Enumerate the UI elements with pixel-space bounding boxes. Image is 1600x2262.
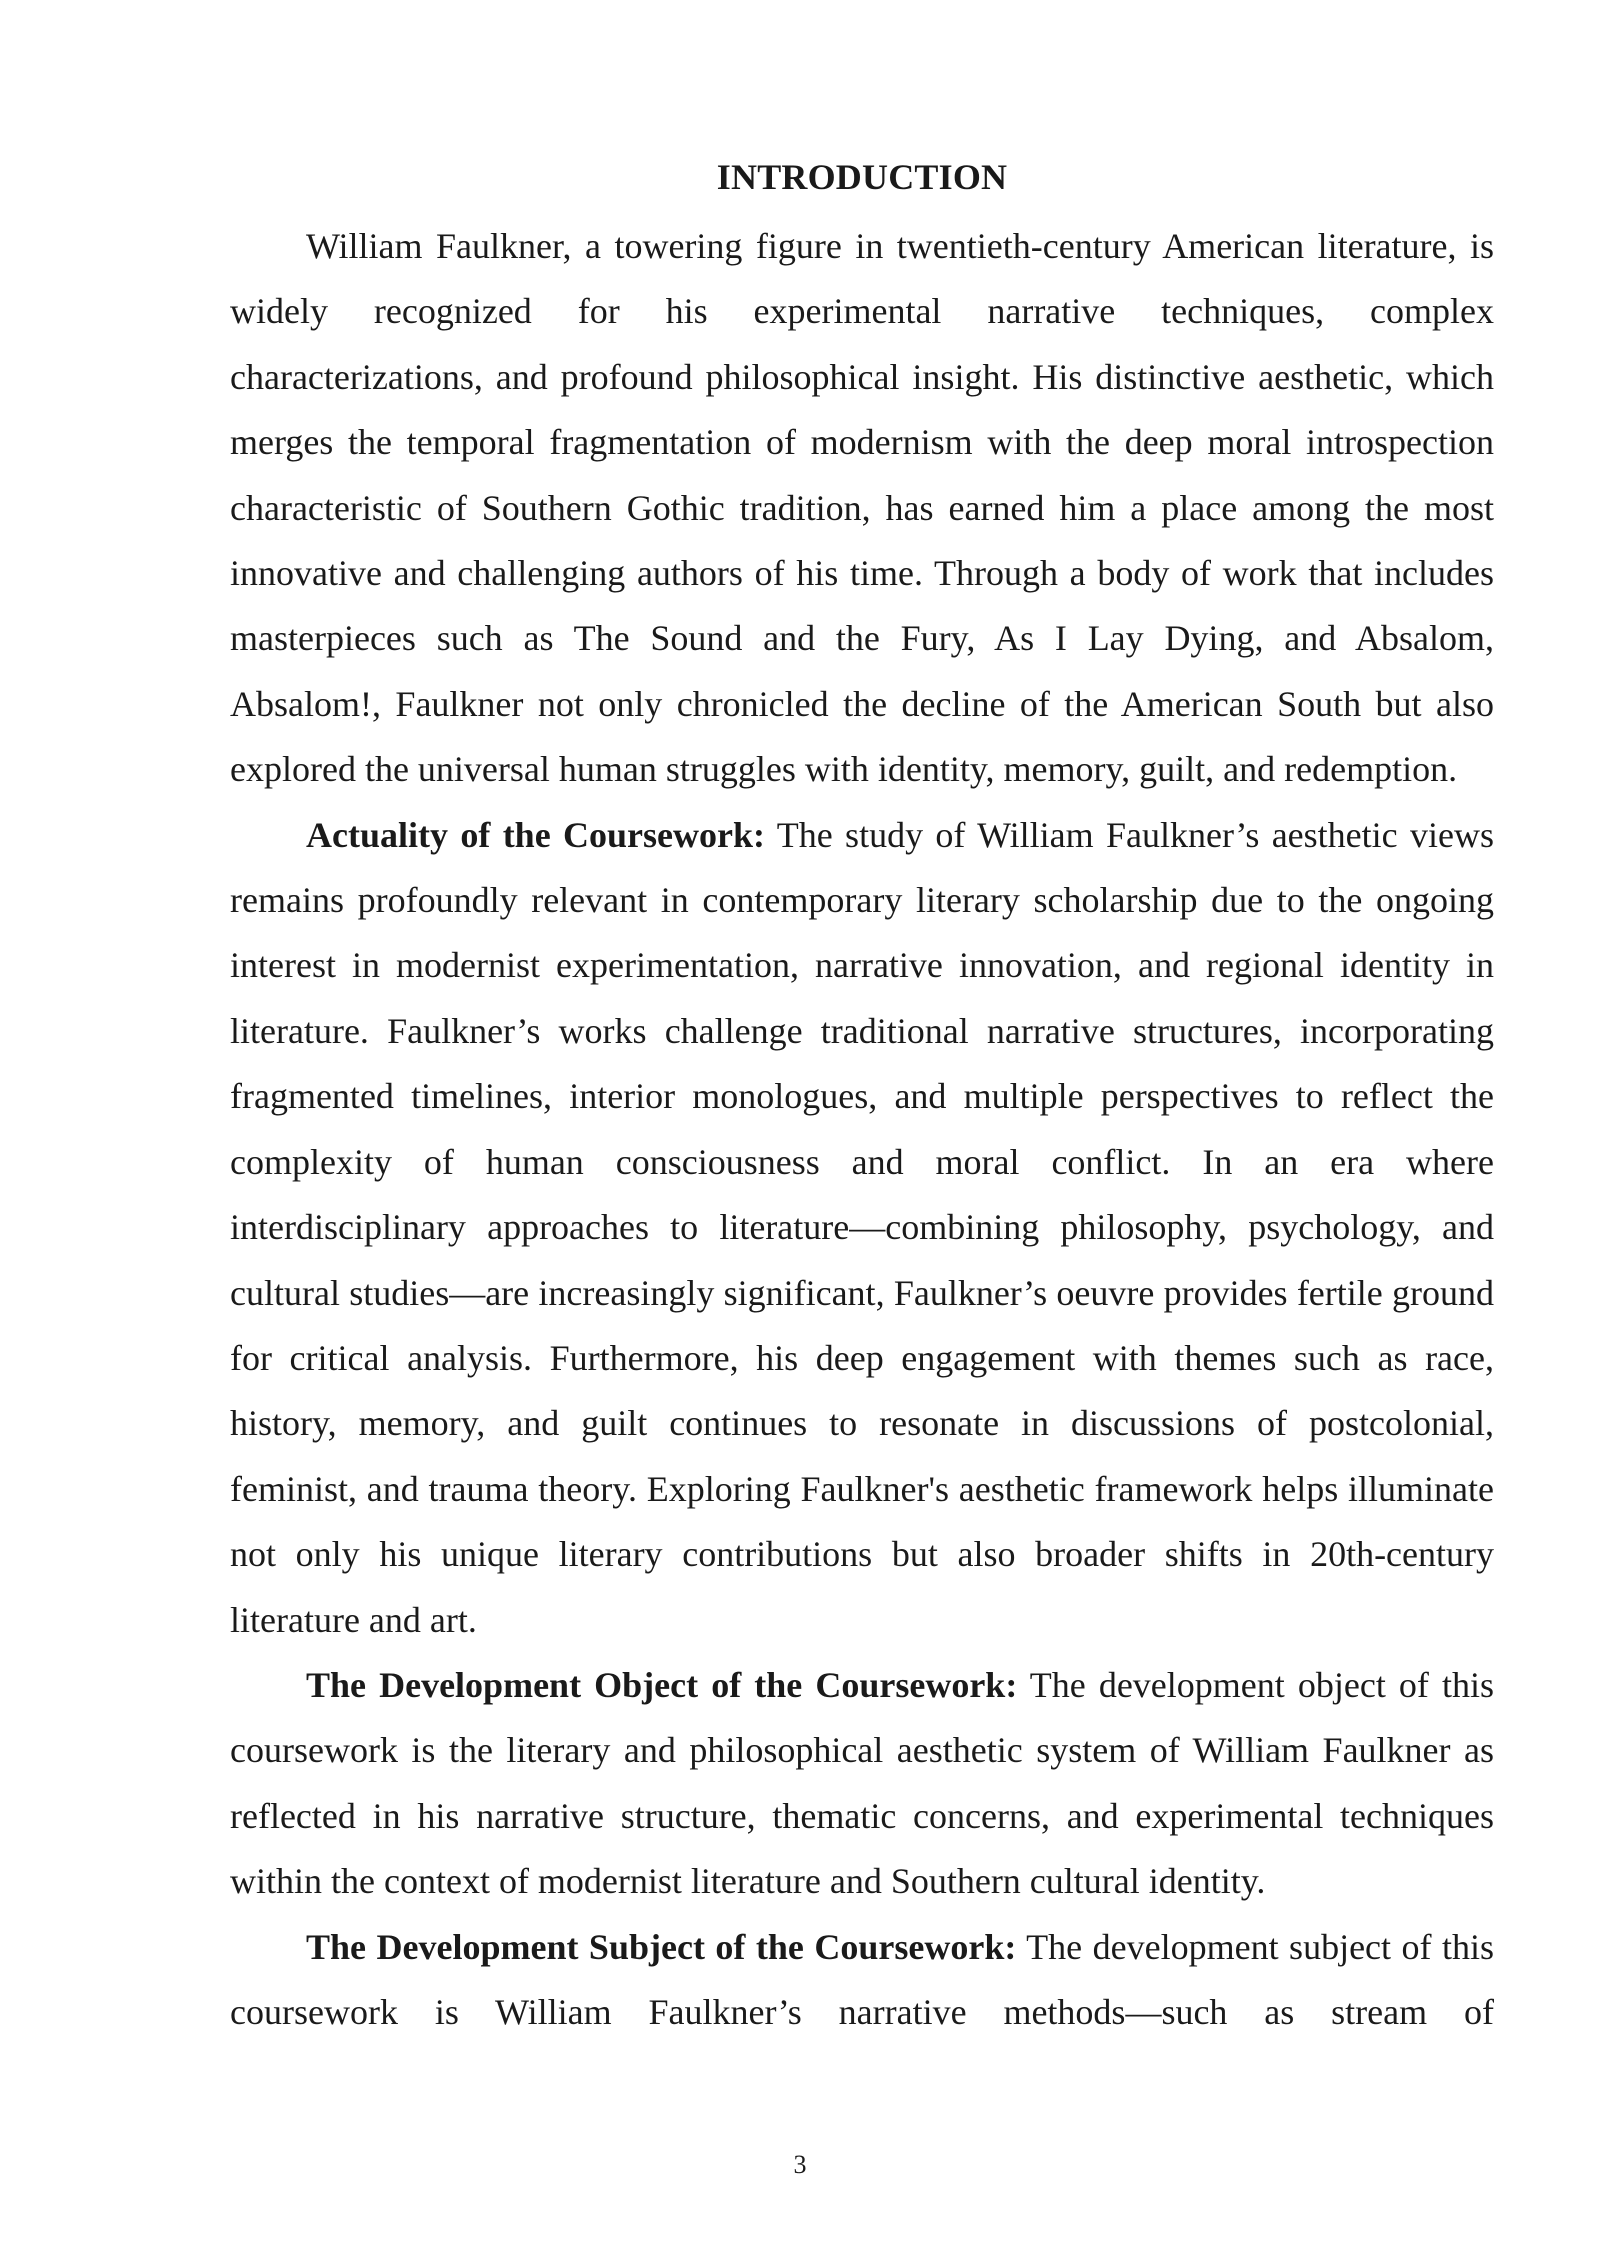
- document-page: [230, 150, 1494, 2045]
- page-number: 3: [793, 2150, 807, 2179]
- paragraph-lead: Actuality of the Coursework:: [306, 814, 766, 855]
- paragraph-text: William Faulkner, a towering figure in twentieth-century American literature, is widely recognized for his experimental narrative techniques, complex characterizations, and profound philosophical insight. His distinctive aesthetic, which merges the temporal fragmentation of modernism with the deep moral introspection characteristic of Southern Gothic tradition, has earned him a place among the most innovative and challenging authors of his time. Through a body of work that includes masterpieces such as The Sound and the Fury, As I Lay Dying, and Absalom, Absalom!, Faulkner not only chronicled the decline of the American South but also explored the universal human struggles with identity, memory, guilt, and redemption.: [230, 226, 1494, 790]
- section-heading: INTRODUCTION: [716, 157, 1008, 197]
- paragraph-text: The study of William Faulkner’s aesthetic views remains profoundly relevant in contemporary literary scholarship due to the ongoing interest in modernist experimentation, narrative innovation, and regional identity in literature. Faulkner’s works challenge traditional narrative structures, incorporating fragmented timelines, interior monologues, and multiple perspectives to reflect the complexity of human consciousness and moral conflict. In an era where interdisciplinary approaches to literature—combining philosophy, psychology, and cultural studies—are increasingly significant, Faulkner’s oeuvre provides fertile ground for critical analysis. Furthermore, his deep engagement with themes such as race, history, memory, and guilt continues to resonate in discussions of postcolonial, feminist, and trauma theory. Exploring Faulkner's aesthetic framework helps illuminate not only his unique literary contributions but also broader shifts in 20th-century literature and art.: [230, 814, 1494, 1640]
- development-subject-paragraph: [230, 1915, 1494, 2046]
- actuality-paragraph: [230, 803, 1494, 1653]
- paragraph-text: The development subject of this coursework is William Faulkner’s narrative methods—such as stream of: [230, 1926, 1494, 2032]
- development-object-paragraph: [230, 1653, 1494, 1915]
- paragraph-lead: The Development Subject of the Coursework:: [306, 1926, 1017, 1967]
- intro-paragraph: [230, 214, 1494, 803]
- paragraph-text: The development object of this coursework is the literary and philosophical aesthetic system of William Faulkner as reflected in his narrative structure, thematic concerns, and experimental techniques within the context of modernist literature and Southern cultural identity.: [230, 1664, 1494, 1902]
- paragraph-lead: The Development Object of the Coursework:: [306, 1664, 1018, 1705]
